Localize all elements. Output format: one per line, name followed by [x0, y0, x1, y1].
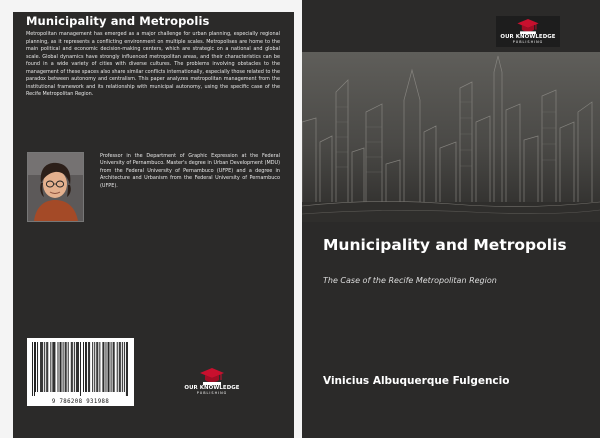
back-cover-title: Municipality and Metropolis	[26, 14, 210, 28]
publisher-name: OUR KNOWLEDGE	[184, 385, 240, 391]
author-portrait-icon	[28, 153, 83, 221]
barcode-number: 9 786208 931988	[51, 399, 110, 405]
publisher-imprint: PUBLISHING	[512, 40, 544, 44]
book-title: Municipality and Metropolis	[323, 236, 567, 254]
city-skyline-image	[302, 52, 600, 222]
author-photo	[27, 152, 84, 222]
graduation-cap-icon	[200, 368, 224, 385]
publisher-logo-front	[496, 16, 560, 47]
barcode-bars	[27, 338, 134, 398]
author-bio: Professor in the Department of Graphic Expression at the Federal University of Pernambuco. Master's degree in Urban Development (MDU) from the Federal University of Pernambuco (UFPE) and a degree in Architecture and Urbanism from the Federal University of Pernambuco (UFPE).	[100, 153, 280, 189]
cover-city-illustration	[302, 52, 600, 222]
back-cover-summary: Metropolitan management has emerged as a major challenge for urban planning, especially regional planning, as it represents a conflicting environment on multiple scales. Metropolises are home to the main political and economic decision-making centers, which are strategic on a national and global scale. Global dynamics have strongly influenced metropolitan areas, and their characteristics can be found in a wide variety of cities with diverse cultures. The problems involving obstacles to the management of these spaces also share similar conflicts internationally, especially those related to the paradox between autonomy and centralism. This paper analyzes metropolitan management from the institutional framework and its relationship with municipal autonomy, using the specific case of the Recife Metropolitan Region.	[26, 31, 280, 97]
book-spine	[294, 12, 302, 438]
publisher-name: OUR KNOWLEDGE	[500, 34, 556, 40]
isbn-barcode	[27, 338, 134, 406]
graduation-cap-icon	[517, 19, 539, 34]
publisher-imprint: PUBLISHING	[196, 391, 228, 395]
book-subtitle: The Case of the Recife Metropolitan Region	[323, 276, 497, 285]
book-author: Vinicius Albuquerque Fulgencio	[323, 375, 510, 387]
publisher-logo-back	[182, 368, 242, 396]
